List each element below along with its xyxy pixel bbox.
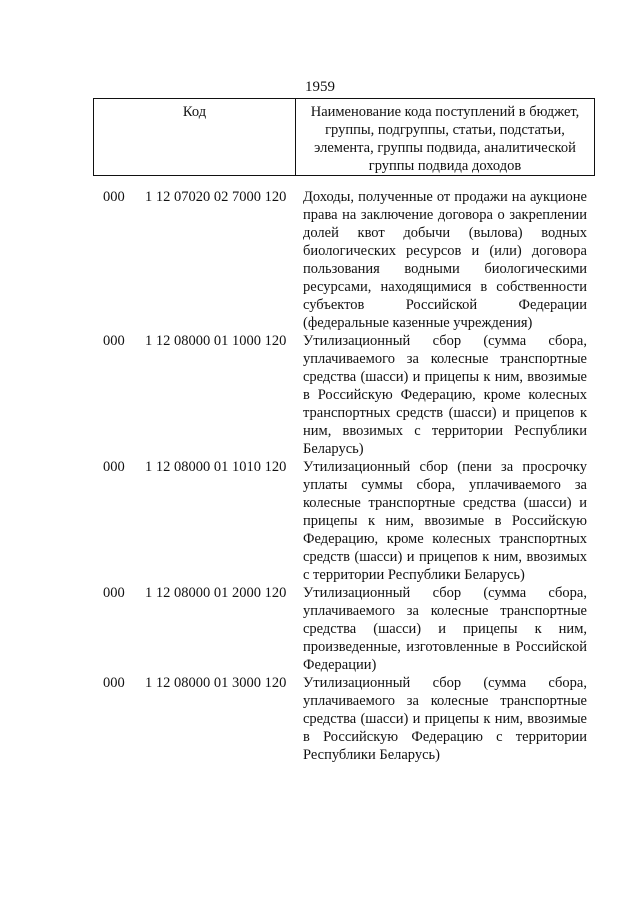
row-revenue-code: 1 12 08000 01 3000 120 (145, 675, 287, 691)
table-header (93, 98, 595, 176)
row-admin-code: 000 (103, 459, 125, 475)
row-description: Утилизационный сбор (сумма сбора, уплачиваемого за колесные транспортные средства (шасси) и прицепы к ним, ввозимые в Российскую Федерацию с территории Республики Беларусь) (303, 675, 587, 763)
table-body (0, 188, 640, 764)
row-admin-code: 000 (103, 675, 125, 691)
row-description: Утилизационный сбор (сумма сбора, уплачиваемого за колесные транспортные средства (шасси) и прицепы к ним, ввозимые в Российскую Федерацию, кроме колесных транспортных средств (шасси) и прицепов к ним, ввозимых с территории Республики Беларусь) (303, 333, 587, 457)
table-row (0, 332, 640, 458)
header-name-label: Наименование кода поступлений в бюджет, группы, подгруппы, статьи, подстатьи, элемента, группы подвида, аналитической группы подвида доходов (310, 104, 580, 174)
row-admin-code: 000 (103, 585, 125, 601)
table-row (0, 458, 640, 584)
row-description: Утилизационный сбор (сумма сбора, уплачиваемого за колесные транспортные средства (шасси) и прицепы к ним, произведенные, изготовленные в Российской Федерации) (303, 585, 587, 673)
header-code-label: Код (94, 99, 296, 175)
page-number: 1959 (305, 79, 335, 95)
table-row (0, 674, 640, 764)
row-description: Доходы, полученные от продажи на аукционе права на заключение договора о закреплении долей квот добычи (вылова) водных биологических ресурсов и (или) договора пользования водными биологическими ресурсами, находящимися в собственности субъектов Российской Федерации (федеральные казенные учреждения) (303, 189, 587, 331)
row-description: Утилизационный сбор (пени за просрочку уплаты суммы сбора, уплачиваемого за колесные транспортные средства (шасси) и прицепы к ним, ввозимые в Российскую Федерацию, кроме колесных транспортных средств (шасси) и прицепов к ним, ввозимых с территории Республики Беларусь) (303, 459, 587, 583)
row-revenue-code: 1 12 08000 01 2000 120 (145, 585, 287, 601)
table-row (0, 584, 640, 674)
row-revenue-code: 1 12 08000 01 1010 120 (145, 459, 287, 475)
row-admin-code: 000 (103, 333, 125, 349)
row-revenue-code: 1 12 08000 01 1000 120 (145, 333, 287, 349)
table-row (0, 188, 640, 332)
row-revenue-code: 1 12 07020 02 7000 120 (145, 189, 287, 205)
row-admin-code: 000 (103, 189, 125, 205)
